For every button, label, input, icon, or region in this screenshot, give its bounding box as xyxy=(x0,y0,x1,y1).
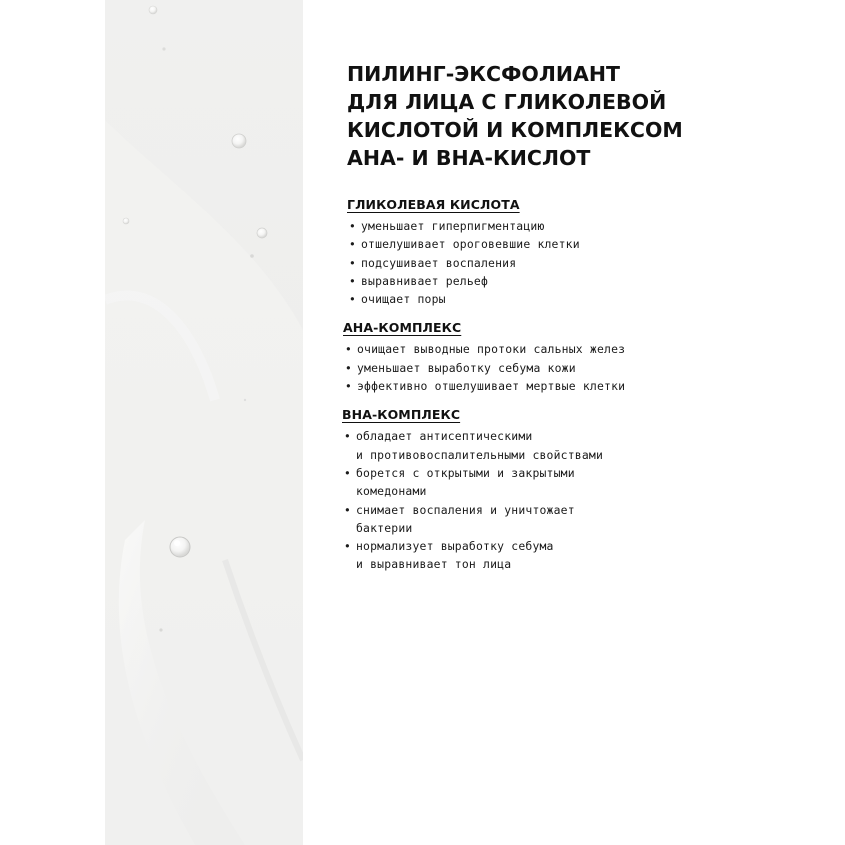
bullet-icon: • xyxy=(345,379,352,394)
gel-texture-image xyxy=(105,0,303,845)
aha-complex-section xyxy=(343,317,820,395)
list-item: • уменьшает гиперпигментацию xyxy=(347,217,820,235)
bullet-icon: • xyxy=(345,342,352,357)
title-line: ДЛЯ ЛИЦА С ГЛИКОЛЕВОЙ xyxy=(347,90,667,114)
list-item: • обладает антисептическими и противовоспалительными свойствами xyxy=(344,429,604,462)
bullet-icon: • xyxy=(344,539,351,554)
title-line: АНА- И ВНА-КИСЛОТ xyxy=(347,146,591,170)
list-item: • подсушивает воспаления xyxy=(347,254,820,272)
product-title xyxy=(347,60,820,172)
list-item: • уменьшает выработку себума кожи xyxy=(343,359,820,377)
title-line: ПИЛИНГ-ЭКСФОЛИАНТ xyxy=(347,62,621,86)
bullet-icon: • xyxy=(349,237,356,252)
bullet-icon: • xyxy=(344,502,351,517)
bullet-icon: • xyxy=(344,429,351,444)
title-line: КИСЛОТОЙ И КОМПЛЕКСОМ xyxy=(347,118,683,142)
glycolic-acid-section xyxy=(347,194,820,308)
benefit-list xyxy=(342,427,820,573)
bullet-icon: • xyxy=(344,465,351,480)
gel-texture-drawing xyxy=(105,0,303,845)
list-item: • борется с открытыми и закрытыми комедонами xyxy=(344,465,575,499)
bullet-icon: • xyxy=(345,360,352,375)
list-item: • эффективно отшелушивает мертвые клетки xyxy=(343,377,820,395)
section-heading: ГЛИКОЛЕВАЯ КИСЛОТА xyxy=(347,197,520,212)
benefit-list xyxy=(343,340,820,395)
list-item: • очищает выводные протоки сальных желез xyxy=(343,340,820,358)
bullet-icon: • xyxy=(349,255,356,270)
benefit-list xyxy=(347,217,820,308)
section-heading: ВНА-КОМПЛЕКС xyxy=(342,407,461,423)
list-item: • отшелушивает ороговевшие клетки xyxy=(347,235,820,253)
list-item: • выравнивает рельеф xyxy=(347,272,820,290)
list-item: • нормализует выработку себума и выравнивает тон лица xyxy=(344,539,554,572)
bullet-icon: • xyxy=(349,219,356,233)
list-item: • снимает воспаления и уничтожает бактерии xyxy=(344,502,575,535)
bullet-icon: • xyxy=(349,273,356,288)
list-item: • очищает поры xyxy=(347,290,820,308)
section-heading: АНА-КОМПЛЕКС xyxy=(343,320,462,336)
bullet-icon: • xyxy=(349,292,356,307)
product-description xyxy=(340,60,820,574)
bha-complex-section xyxy=(342,404,820,573)
